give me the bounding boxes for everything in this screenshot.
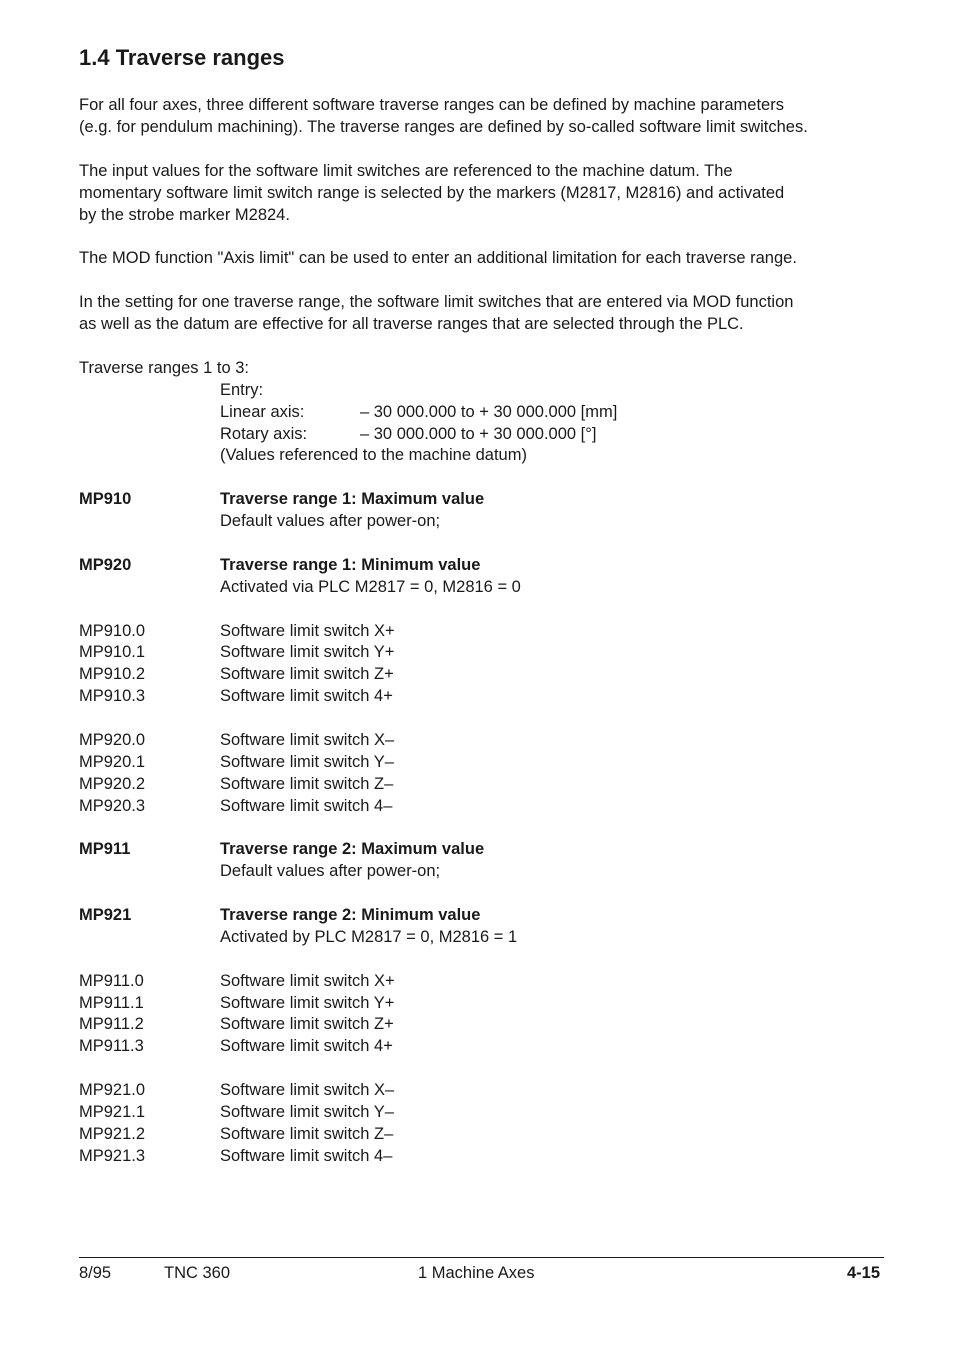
mp920-title: Traverse range 1: Minimum value — [220, 556, 481, 574]
mp910-description: Default values after power-on; — [220, 512, 441, 530]
intro-paragraph-2 — [79, 160, 884, 226]
mp920-code: MP920 — [79, 556, 132, 574]
parameter-text: Software limit switch Z– — [220, 775, 394, 793]
mp921-title: Traverse range 2: Minimum value — [220, 906, 481, 924]
rotary-axis-label: Rotary axis: — [220, 425, 308, 443]
mp921-code: MP921 — [79, 906, 132, 924]
mp910-title: Traverse range 1: Maximum value — [220, 490, 485, 508]
parameter-text: Software limit switch Z+ — [220, 1015, 394, 1033]
rotary-axis-value: – 30 000.000 to + 30 000.000 [°] — [360, 425, 597, 443]
mp921-description: Activated by PLC M2817 = 0, M2816 = 1 — [220, 928, 518, 946]
parameter-text: Software limit switch 4– — [220, 797, 393, 815]
parameter-text: Software limit switch Y– — [220, 753, 394, 771]
parameter-text: Software limit switch X– — [220, 731, 395, 749]
text-line: as well as the datum are effective for all traverse ranges that are selected through the PLC. — [79, 315, 744, 333]
entry-label: Entry: — [220, 381, 264, 399]
text-line: momentary software limit switch range is selected by the markers (M2817, M2816) and activated — [79, 184, 785, 202]
parameter-text: Software limit switch Z– — [220, 1125, 394, 1143]
datum-note: (Values referenced to the machine datum) — [220, 446, 527, 464]
parameter-code: MP911.2 — [79, 1015, 144, 1033]
text-line: by the strobe marker M2824. — [79, 206, 290, 224]
page-number: 4-15 — [846, 1264, 880, 1282]
parameter-code: MP910.3 — [79, 687, 146, 705]
parameter-code: MP911.0 — [79, 972, 144, 990]
parameter-code: MP921.0 — [79, 1081, 146, 1099]
parameter-text: Software limit switch Y+ — [220, 643, 395, 661]
parameter-text: Software limit switch Z+ — [220, 665, 394, 683]
ranges-label: Traverse ranges 1 to 3: — [79, 359, 249, 377]
footer-product: TNC 360 — [164, 1264, 231, 1282]
intro-paragraph-3 — [79, 247, 884, 269]
parameter-code: MP910.2 — [79, 665, 146, 683]
parameter-text: Software limit switch 4+ — [220, 1037, 393, 1055]
parameter-text: Software limit switch 4+ — [220, 687, 393, 705]
parameter-code: MP921.3 — [79, 1147, 146, 1165]
text-line: (e.g. for pendulum machining). The traverse ranges are defined by so-called software limit switches. — [79, 118, 808, 136]
parameter-text: Software limit switch X+ — [220, 972, 395, 990]
section-heading: 1.4 Traverse ranges — [79, 45, 285, 70]
parameter-code: MP910.1 — [79, 643, 146, 661]
parameter-code: MP910.0 — [79, 622, 146, 640]
parameter-text: Software limit switch 4– — [220, 1147, 393, 1165]
footer-divider — [79, 1257, 884, 1258]
parameter-code: MP920.2 — [79, 775, 146, 793]
intro-paragraph-1 — [79, 94, 884, 138]
text-line: In the setting for one traverse range, the software limit switches that are entered via MOD function — [79, 293, 794, 311]
text-line: The MOD function "Axis limit" can be used to enter an additional limitation for each traverse range. — [79, 249, 797, 267]
mp920-description: Activated via PLC M2817 = 0, M2816 = 0 — [220, 578, 521, 596]
linear-axis-value: – 30 000.000 to + 30 000.000 [mm] — [360, 403, 618, 421]
parameter-text: Software limit switch X– — [220, 1081, 395, 1099]
mp910-code: MP910 — [79, 490, 132, 508]
text-line: For all four axes, three different software traverse ranges can be defined by machine parameters — [79, 96, 784, 114]
intro-paragraph-4 — [79, 291, 884, 335]
parameter-code: MP921.1 — [79, 1103, 146, 1121]
text-line: The input values for the software limit switches are referenced to the machine datum. The — [79, 162, 733, 180]
parameter-text: Software limit switch Y+ — [220, 994, 395, 1012]
mp911-code: MP911 — [79, 840, 131, 858]
parameter-code: MP911.3 — [79, 1037, 144, 1055]
mp911-description: Default values after power-on; — [220, 862, 441, 880]
parameter-text: Software limit switch Y– — [220, 1103, 394, 1121]
footer-date: 8/95 — [79, 1264, 112, 1282]
parameter-text: Software limit switch X+ — [220, 622, 395, 640]
parameter-code: MP921.2 — [79, 1125, 146, 1143]
mp911-title: Traverse range 2: Maximum value — [220, 840, 485, 858]
parameter-code: MP920.3 — [79, 797, 146, 815]
linear-axis-label: Linear axis: — [220, 403, 305, 421]
parameter-code: MP911.1 — [79, 994, 144, 1012]
footer-chapter: 1 Machine Axes — [418, 1264, 535, 1282]
parameter-code: MP920.1 — [79, 753, 146, 771]
parameter-code: MP920.0 — [79, 731, 146, 749]
